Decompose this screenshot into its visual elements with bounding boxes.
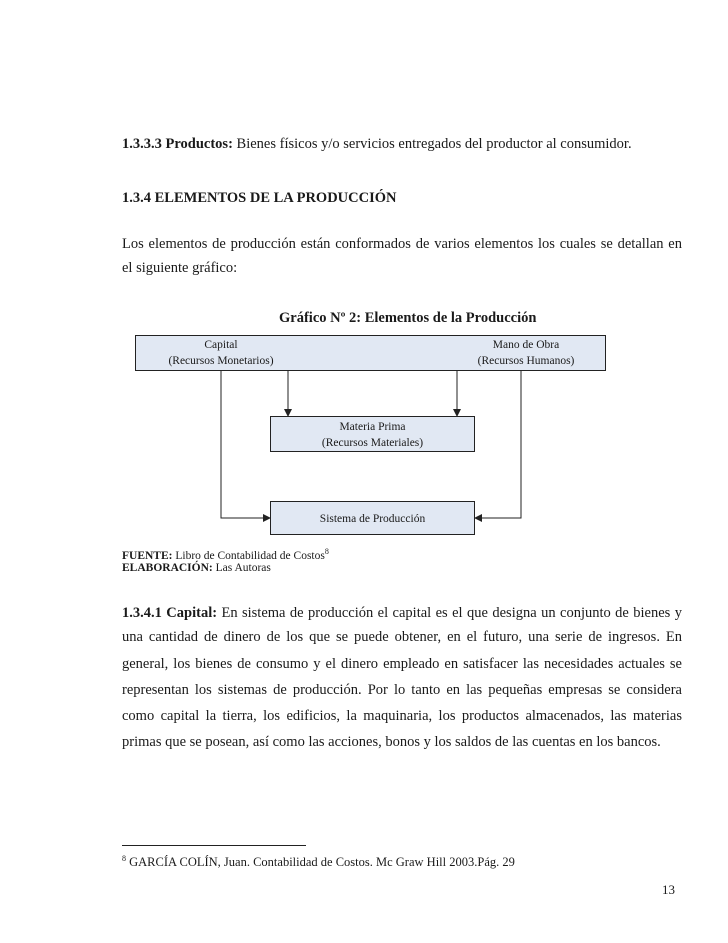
footnote	[122, 851, 515, 870]
elementos-heading: 1.3.4 ELEMENTOS DE LA PRODUCCIÓN	[122, 190, 397, 206]
arrow-mano-to-sistema	[475, 371, 521, 518]
intro-line-2: el siguiente gráfico:	[122, 260, 238, 276]
source-label: FUENTE:	[122, 549, 173, 562]
capital-line-4: representan los sistemas de producción. Por lo tanto en las pequeñas empresas se considera	[122, 682, 682, 698]
sistema-produccion-node	[270, 501, 475, 535]
footnote-number: 8	[122, 854, 126, 863]
materia-prima-label: Materia Prima	[339, 421, 406, 433]
source-text: Libro de Contabilidad de Costos	[172, 549, 325, 562]
materia-prima-node	[270, 416, 475, 452]
figure-title: Gráfico Nº 2: Elementos de la Producción	[279, 310, 537, 326]
footnote-text: GARCÍA COLÍN, Juan. Contabilidad de Costos. Mc Graw Hill 2003.Pág. 29	[126, 855, 515, 870]
productos-heading: 1.3.3.3 Productos:	[122, 136, 233, 152]
capital-node	[146, 337, 296, 369]
capital-line-5: como capital la tierra, los edificios, la maquinaria, los productos almacenados, las materias	[122, 708, 682, 724]
sistema-produccion-label: Sistema de Producción	[319, 513, 426, 525]
capital-label: Capital	[204, 339, 238, 351]
elaboration-text: Las Autoras	[212, 562, 271, 574]
intro-line-1: Los elementos de producción están conformados de varios elementos los cuales se detallan en	[122, 236, 682, 252]
footnote-rule	[122, 845, 306, 846]
page-number: 13	[662, 882, 675, 897]
mano-obra-node	[456, 337, 596, 369]
capital-line-3: general, los bienes de consumo y el dinero empleado en satisfacer las necesidades actuales se	[122, 656, 682, 672]
capital-line-1: 1.3.4.1 Capital: En sistema de producción el capital es el que designa un conjunto de bienes y	[122, 605, 682, 621]
mano-obra-sublabel: (Recursos Humanos)	[477, 355, 575, 367]
capital-sublabel: (Recursos Monetarios)	[168, 355, 274, 367]
materia-prima-sublabel: (Recursos Materiales)	[321, 437, 424, 449]
capital-heading: 1.3.4.1 Capital:	[122, 605, 218, 621]
top-row-box	[135, 335, 606, 371]
elaboration-label: ELABORACIÓN:	[122, 562, 213, 574]
productos-text: Bienes físicos y/o servicios entregados del productor al consumidor.	[232, 136, 632, 152]
arrow-capital-to-sistema	[221, 371, 270, 518]
mano-obra-label: Mano de Obra	[492, 339, 560, 351]
capital-line-2: una cantidad de dinero de los que se puede obtener, en el futuro, una serie de ingresos. En	[122, 629, 682, 645]
source-footnote-ref: 8	[324, 547, 329, 556]
capital-line-6: primas que se posean, así como las acciones, bonos y los saldos de las cuentas en los bancos.	[122, 734, 661, 750]
figure-elaboration	[122, 561, 271, 575]
